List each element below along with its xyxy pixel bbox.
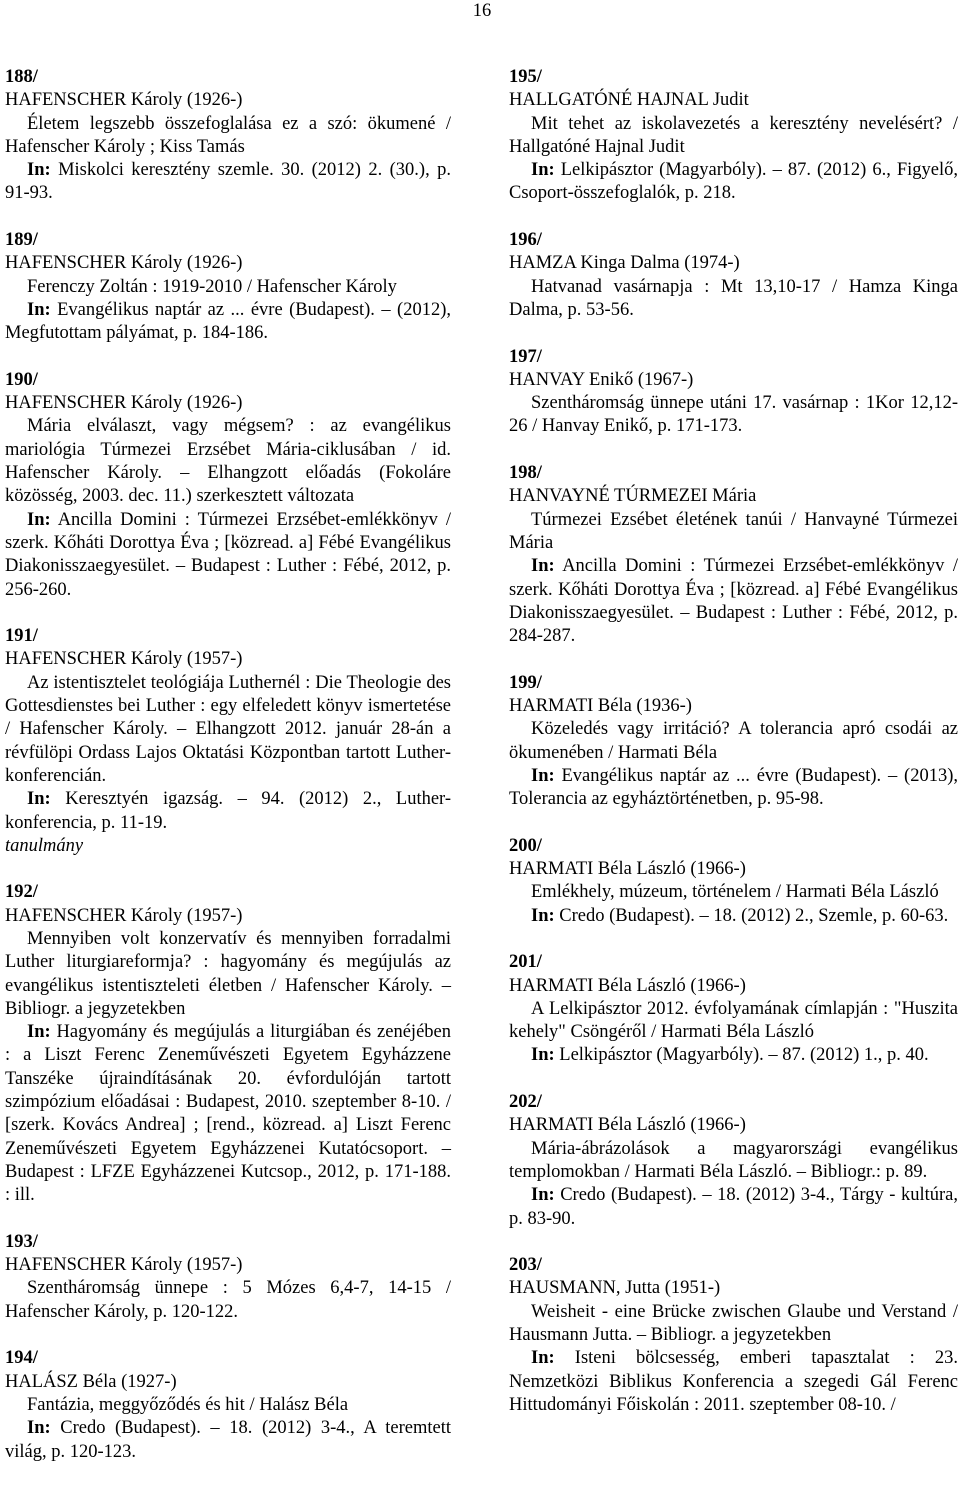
bibliography-entry bbox=[5, 1347, 451, 1463]
entry-title: A Lelkipásztor 2012. évfolyamának címlapján : "Huszita kehely" Csöngéről / Harmati Béla László bbox=[509, 998, 958, 1043]
entry-title: Mit tehet az iskolavezetés a keresztény nevelésért? / Hallgatóné Hajnal Judit bbox=[509, 113, 958, 157]
entry-number: 203/ bbox=[509, 1255, 542, 1276]
entry-source bbox=[5, 159, 451, 206]
source-label: In: bbox=[531, 905, 555, 926]
bibliography-entry bbox=[5, 369, 451, 602]
source-label: In: bbox=[27, 160, 51, 181]
entry-author: HARMATI Béla László (1966-) bbox=[509, 975, 746, 996]
source-label: In: bbox=[27, 509, 51, 530]
entry-source bbox=[509, 1044, 958, 1067]
right-column bbox=[509, 66, 958, 1441]
entry-number: 194/ bbox=[5, 1348, 38, 1369]
entry-number: 196/ bbox=[509, 230, 542, 251]
entry-author: HARMATI Béla László (1966-) bbox=[509, 859, 746, 880]
entry-number: 201/ bbox=[509, 952, 542, 973]
bibliography-entry bbox=[509, 229, 958, 322]
entry-author: HAFENSCHER Károly (1926-) bbox=[5, 90, 243, 111]
source-label: In: bbox=[531, 1185, 555, 1206]
left-column bbox=[5, 66, 451, 1487]
bibliography-entry bbox=[5, 66, 451, 206]
source-label: In: bbox=[27, 789, 51, 810]
entry-source bbox=[509, 1184, 958, 1231]
source-text: Evangélikus naptár az ... évre (Budapest). – (2012), Megfutottam pályámat, p. 184-186. bbox=[5, 299, 451, 344]
source-label: In: bbox=[531, 765, 555, 786]
entry-number: 190/ bbox=[5, 369, 38, 390]
entry-number: 189/ bbox=[5, 230, 38, 251]
entry-source bbox=[509, 905, 958, 928]
source-text: Lelkipásztor (Magyarbóly). – 87. (2012) 6., Figyelő, Csoport-összefoglalók, p. 218. bbox=[509, 160, 959, 204]
bibliography-entry bbox=[509, 66, 958, 206]
entry-source bbox=[5, 509, 451, 602]
bibliography-entry bbox=[509, 1091, 958, 1231]
entry-number: 192/ bbox=[5, 882, 38, 903]
source-label: In: bbox=[531, 1348, 555, 1369]
entry-source bbox=[509, 765, 958, 812]
source-text: Ancilla Domini : Túrmezei Erzsébet-emlékkönyv / szerk. Kőháti Dorottya Éva ; [közread. a] Fébé Evangélikus Diakonisszaegyesület. – Budapest : Luther : Fébé, 2012, p. 284-287. bbox=[509, 556, 958, 647]
entry-title: Az istentisztelet teológiája Luthernél : Die Theologie des Gottesdienstes bei Luther : egy elfeledett könyv ismertetése / Hafenscher Károly. – Elhangzott 2012. január 28-án a révfülöpi Ordass Lajos Oktatási Központban tartott Luther-konferencián. bbox=[5, 672, 451, 786]
source-text: Ancilla Domini : Túrmezei Erzsébet-emlékkönyv / szerk. Kőháti Dorottya Éva ; [közread. a] Fébé Evangélikus Diakonisszaegyesület. – Budapest : Luther : Fébé, 2012, p. 256-260. bbox=[5, 509, 451, 600]
entry-title: Túrmezei Ezsébet életének tanúi / Hanvayné Túrmezei Mária bbox=[509, 509, 958, 553]
entry-source bbox=[509, 555, 958, 648]
entry-title: Mária-ábrázolások a magyarországi evangélikus templomokban / Harmati Béla László. – Bibliogr.: p. 89. bbox=[509, 1138, 958, 1182]
source-text: Credo (Budapest). – 18. (2012) 3-4., A teremtett világ, p. 120-123. bbox=[5, 1418, 452, 1462]
entry-number: 198/ bbox=[509, 463, 542, 484]
entry-source bbox=[5, 1021, 451, 1207]
bibliography-entry bbox=[5, 881, 451, 1207]
entry-title: Fantázia, meggyőződés és hit / Halász Béla bbox=[27, 1394, 349, 1415]
bibliography-entry bbox=[509, 1254, 958, 1417]
entry-source bbox=[509, 1347, 958, 1417]
entry-author: HANVAYNÉ TÚRMEZEI Mária bbox=[509, 486, 757, 507]
bibliography-entry bbox=[509, 346, 958, 439]
entry-author: HAFENSCHER Károly (1957-) bbox=[5, 649, 243, 670]
entry-title: Emlékhely, múzeum, történelem / Harmati Béla László bbox=[531, 882, 939, 903]
source-text: Lelkipásztor (Magyarbóly). – 87. (2012) 1., p. 40. bbox=[559, 1045, 929, 1066]
bibliography-entry bbox=[509, 462, 958, 648]
entry-title: Mennyiben volt konzervatív és mennyiben forradalmi Luther liturgiareformja? : hagyomány és megújulás az evangélikus istentiszteleti életben / Hafenscher Károly. – Bibliogr. a jegyzetekben bbox=[5, 928, 451, 1019]
entry-title: Közeledés vagy irritáció? A tolerancia apró csodái az ökumenében / Harmati Béla bbox=[509, 719, 958, 763]
entry-author: HAFENSCHER Károly (1957-) bbox=[5, 1255, 243, 1276]
entry-author: HAFENSCHER Károly (1957-) bbox=[5, 905, 243, 926]
bibliography-entry bbox=[5, 1231, 451, 1324]
source-text: Evangélikus naptár az ... évre (Budapest). – (2013), Tolerancia az egyháztörténetben, p. 95-98. bbox=[509, 765, 958, 810]
bibliography-entry bbox=[509, 951, 958, 1067]
entry-source bbox=[5, 788, 451, 835]
entry-title: Mária elválaszt, vagy mégsem? : az evangélikus mariológia Túrmezei Erzsébet Mária-ciklusában / id. Hafenscher Károly. – Elhangzott előadás (Fokoláre közösség, 2003. dec. 11.) szerkesztett változata bbox=[5, 416, 451, 507]
entry-author: HAUSMANN, Jutta (1951-) bbox=[509, 1278, 721, 1299]
entry-author: HARMATI Béla László (1966-) bbox=[509, 1115, 746, 1136]
entry-title: Hatvanad vasárnapja : Mt 13,10-17 / Hamza Kinga Dalma, p. 53-56. bbox=[509, 276, 958, 320]
page-number: 16 bbox=[472, 1, 492, 21]
source-text: Miskolci keresztény szemle. 30. (2012) 2. (30.), p. 91-93. bbox=[5, 160, 451, 204]
entry-author: HANVAY Enikő (1967-) bbox=[509, 369, 694, 390]
source-label: In: bbox=[27, 1418, 51, 1439]
source-label: In: bbox=[531, 556, 555, 577]
entry-author: HAFENSCHER Károly (1926-) bbox=[5, 253, 243, 274]
source-label: In: bbox=[27, 299, 51, 320]
source-text: Isteni bölcsesség, emberi tapasztalat : 23. Nemzetközi Biblikus Konferencia a szegedi Gál Ferenc Hittudományi Főiskolán : 2011. szeptember 08-10. / bbox=[509, 1348, 959, 1415]
entry-number: 200/ bbox=[509, 835, 542, 856]
entry-number: 188/ bbox=[5, 67, 38, 87]
entry-source bbox=[509, 159, 958, 206]
source-label: In: bbox=[531, 1045, 555, 1066]
entry-number: 197/ bbox=[509, 346, 542, 367]
entry-author: HAFENSCHER Károly (1926-) bbox=[5, 393, 243, 414]
entry-title: Weisheit - eine Brücke zwischen Glaube und Verstand / Hausmann Jutta. – Bibliogr. a jegyzetekben bbox=[509, 1301, 958, 1346]
source-label: In: bbox=[27, 1022, 51, 1043]
entry-author: HALÁSZ Béla (1927-) bbox=[5, 1371, 177, 1392]
source-text: Hagyomány és megújulás a liturgiában és zenéjében : a Liszt Ferenc Zeneművészeti Egyetem Egyházzene Tanszéke újraindításának 20. évfordulóján tartott szimpózium előadásai : Budapest, 2010. szeptember 8-10. / [szerk. Kovács Andrea] ; [rend., közread. a] Liszt Ferenc Zeneművészeti Egyetem Egyházzenei Kutatócsoport. – Budapest : LFZE Egyházzenei Kutcsop., 2012, p. 171-188. : ill. bbox=[5, 1022, 451, 1206]
entry-source bbox=[5, 1417, 451, 1464]
bibliography-entry bbox=[509, 835, 958, 928]
entry-number: 202/ bbox=[509, 1092, 542, 1113]
source-text: Credo (Budapest). – 18. (2012) 2., Szemle, p. 60-63. bbox=[559, 905, 949, 926]
entry-number: 195/ bbox=[509, 67, 542, 87]
entry-title: Ferenczy Zoltán : 1919-2010 / Hafenscher Károly bbox=[27, 276, 397, 297]
entry-number: 193/ bbox=[5, 1231, 38, 1252]
bibliography-entry bbox=[5, 229, 451, 345]
entry-number: 191/ bbox=[5, 626, 38, 647]
entry-title: Szentháromság ünnepe : 5 Mózes 6,4-7, 14-15 / Hafenscher Károly, p. 120-122. bbox=[5, 1278, 451, 1322]
entry-note: tanulmány bbox=[5, 835, 84, 856]
bibliography-entry bbox=[509, 672, 958, 812]
entry-author: HALLGATÓNÉ HAJNAL Judit bbox=[509, 90, 749, 111]
entry-number: 199/ bbox=[509, 672, 542, 693]
entry-title: Életem legszebb összefoglalása ez a szó: ökumené / Hafenscher Károly ; Kiss Tamás bbox=[5, 113, 451, 157]
source-text: Credo (Budapest). – 18. (2012) 3-4., Tárgy - kultúra, p. 83-90. bbox=[509, 1185, 958, 1229]
entry-source bbox=[5, 299, 451, 346]
source-text: Keresztyén igazság. – 94. (2012) 2., Luther-konferencia, p. 11-19. bbox=[5, 789, 452, 833]
source-label: In: bbox=[531, 160, 555, 181]
entry-title: Szentháromság ünnepe utáni 17. vasárnap : 1Kor 12,12-26 / Hanvay Enikő, p. 171-173. bbox=[509, 393, 958, 437]
entry-author: HARMATI Béla (1936-) bbox=[509, 696, 692, 717]
entry-author: HAMZA Kinga Dalma (1974-) bbox=[509, 253, 740, 274]
bibliography-entry bbox=[5, 625, 451, 858]
